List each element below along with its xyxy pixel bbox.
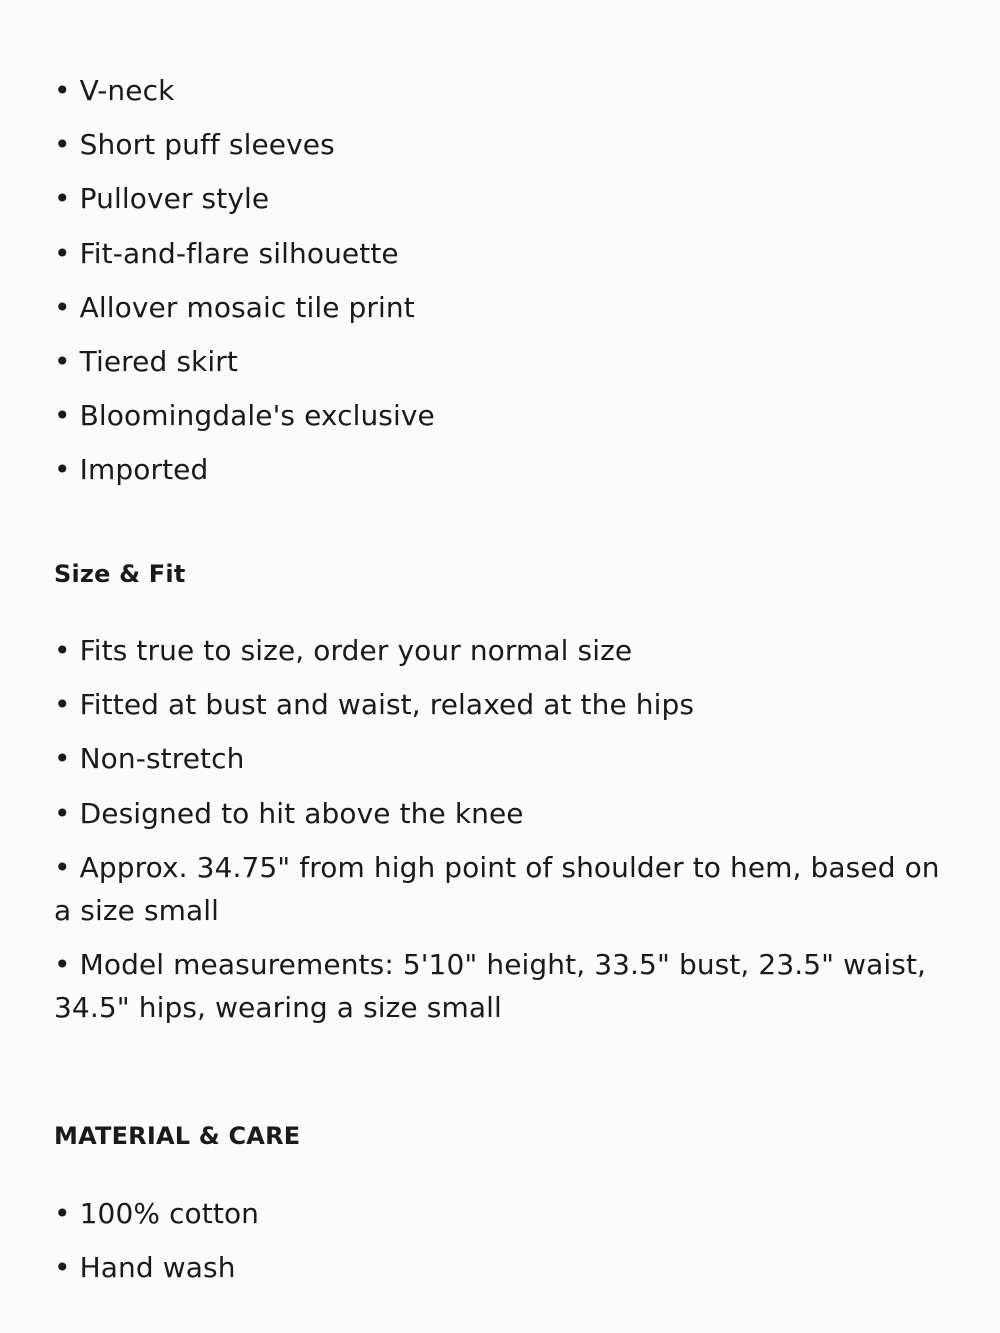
- features-list: [54, 69, 946, 503]
- list-item: • Non-stretch: [54, 742, 245, 776]
- material-care-heading: MATERIAL & CARE: [54, 1122, 301, 1150]
- list-item: • Allover mosaic tile print: [54, 290, 415, 324]
- list-item: • Approx. 34.75" from high point of shoulder to hem, based on a size small: [54, 850, 940, 927]
- size-fit-heading: Size & Fit: [54, 560, 186, 588]
- list-item: • V-neck: [54, 74, 175, 107]
- list-item: • Fits true to size, order your normal size: [54, 634, 633, 667]
- list-item: • Bloomingdale's exclusive: [54, 399, 435, 433]
- size-fit-list: [54, 629, 946, 1040]
- material-care-list: [54, 1192, 946, 1299]
- list-item: • Pullover style: [54, 182, 270, 216]
- list-item: • Imported: [54, 453, 209, 487]
- list-item: • 100% cotton: [54, 1197, 260, 1230]
- list-item: • Short puff sleeves: [54, 128, 335, 162]
- list-item: • Hand wash: [54, 1250, 236, 1284]
- list-item: • Designed to hit above the knee: [54, 796, 524, 830]
- list-item: • Fit-and-flare silhouette: [54, 236, 399, 270]
- list-item: • Tiered skirt: [54, 344, 238, 378]
- list-item: • Fitted at bust and waist, relaxed at the hips: [54, 688, 695, 722]
- list-item: • Model measurements: 5'10" height, 33.5" bust, 23.5" waist, 34.5" hips, wearing a size small: [54, 947, 927, 1024]
